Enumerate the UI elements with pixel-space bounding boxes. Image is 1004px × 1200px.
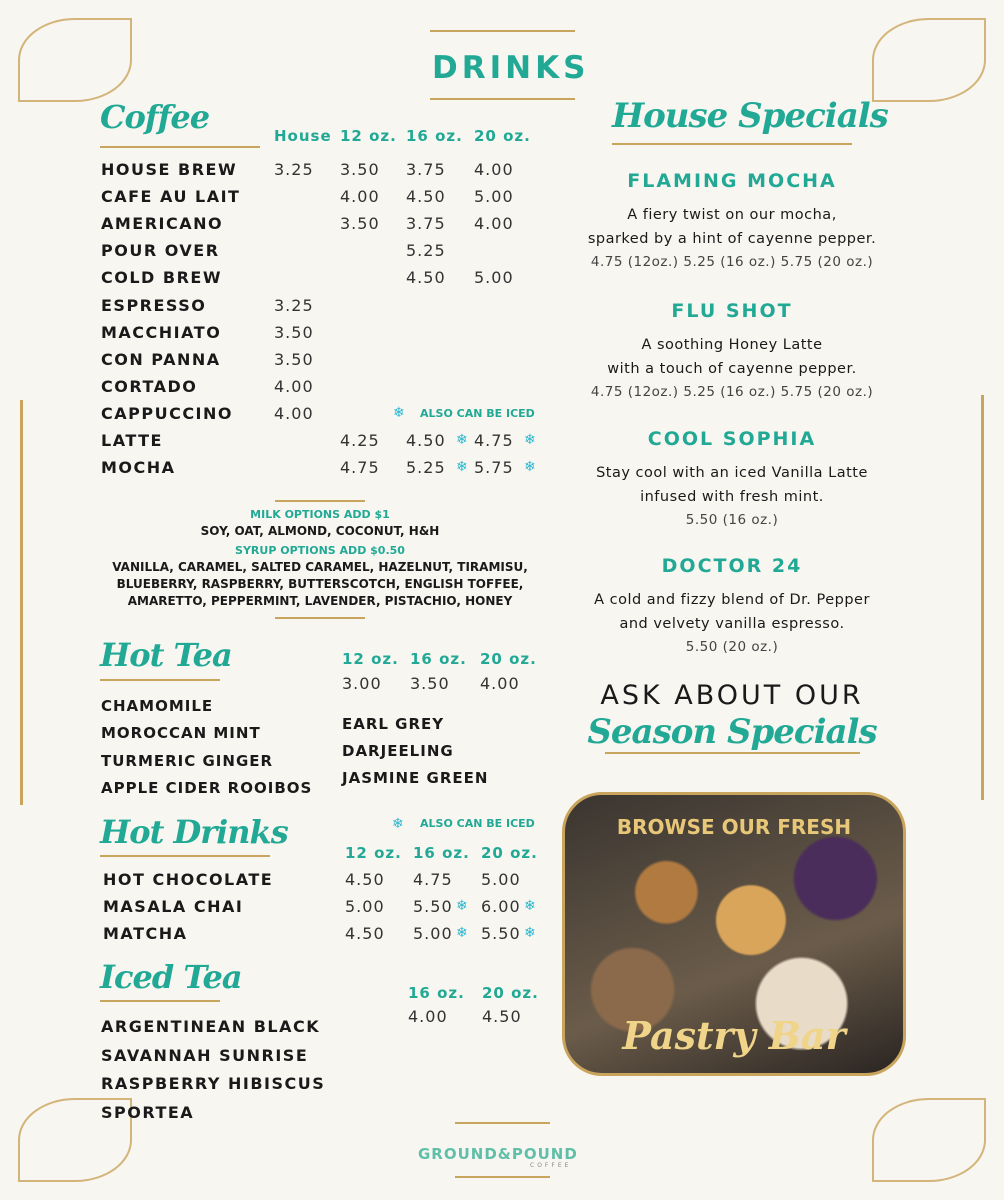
coffee-item-price: 4.50 [406,268,446,288]
title-ornament-top [430,30,575,32]
hot-tea-item: MOROCCAN MINT [101,724,261,743]
hot-drinks-column-header: 12 oz. [345,844,402,862]
coffee-column-header: 16 oz. [406,127,463,145]
hot-tea-item: CHAMOMILE [101,697,214,715]
coffee-item-price: 3.50 [274,349,314,369]
coffee-item-price: 3.75 [406,160,446,179]
special-name: COOL SOPHIA [647,428,817,450]
special-description: A soothing Honey Latte [641,337,823,353]
coffee-item-price: 4.00 [474,214,514,234]
coffee-item-price: 4.50 [406,187,446,207]
hot-drinks-item-name: MATCHA [103,924,188,943]
special-name: FLAMING MOCHA [627,170,837,192]
hot-drinks-item-price: 5.00 [481,870,521,889]
snowflake-icon: ❄ [456,459,468,476]
coffee-item-name: POUR OVER [101,241,220,261]
hot-drinks-column-header: 20 oz. [481,844,538,862]
hot-drinks-item-price: 5.00 [345,897,385,916]
side-ornament-left [20,400,23,805]
title-ornament-bottom [430,98,575,100]
snowflake-icon: ❄ [524,898,536,914]
hot-tea-price: 3.50 [410,674,450,693]
hot-drinks-heading: Hot Drinks [100,813,288,851]
milk-options: SOY, OAT, ALMOND, COCONUT, H&H [200,524,440,538]
coffee-item-price: 4.00 [340,187,380,207]
special-price: 5.50 (16 oz.) [685,512,779,528]
snowflake-icon: ❄ [456,925,468,941]
coffee-item-name: HOUSE BREW [101,160,238,179]
coffee-item-name: COLD BREW [101,268,222,288]
special-name: DOCTOR 24 [661,555,803,577]
iced-tea-heading: Iced Tea [100,958,242,996]
hot-drinks-item-price: 5.50 [481,924,521,943]
hot-tea-price: 3.00 [342,674,382,693]
snowflake-icon: ❄ [456,898,468,914]
coffee-item-price: 4.75 [474,431,514,450]
options-ornament-top [275,500,365,502]
iced-tea-column-header: 20 oz. [482,984,539,1002]
options-ornament-bottom [275,617,365,619]
pastry-bar-title: Pastry Bar [622,1013,846,1058]
hot-tea-column-header: 16 oz. [410,650,467,668]
corner-flourish-top-left [18,18,132,102]
hot-drinks-underline [100,855,270,857]
special-price: 4.75 (12oz.) 5.25 (16 oz.) 5.75 (20 oz.) [590,254,874,270]
syrup-options-line-3: AMARETTO, PEPPERMINT, LAVENDER, PISTACHIO, HONEY [127,594,513,608]
syrup-options-line-2: BLUEBERRY, RASPBERRY, BUTTERSCOTCH, ENGLISH TOFFEE, [116,577,524,591]
coffee-item-price: 3.25 [274,160,314,179]
snowflake-icon: ❄ [393,405,405,421]
syrup-options-line-1: VANILLA, CARAMEL, SALTED CARAMEL, HAZELNUT, TIRAMISU, [112,560,528,574]
season-ask: ASK ABOUT OUR [600,680,864,711]
coffee-item-price: 4.75 [340,458,380,478]
iced-tea-column-header: 16 oz. [408,984,465,1002]
snowflake-icon: ❄ [392,816,404,832]
hot-drinks-item-price: 5.00 [413,924,453,943]
iced-tea-price: 4.50 [482,1007,522,1026]
coffee-item-price: 5.00 [474,268,514,288]
season-underline [605,752,860,754]
page-title: DRINKS [432,50,590,86]
coffee-item-price: 3.50 [340,160,380,179]
special-description: sparked by a hint of cayenne pepper. [587,231,877,247]
coffee-item-price: 3.75 [406,214,446,234]
corner-flourish-top-right [872,18,986,102]
coffee-item-name: MOCHA [101,458,176,478]
coffee-item-name: CAFE AU LAIT [101,187,241,207]
logo-ornament-bottom [455,1176,550,1178]
hot-drinks-item-price: 4.75 [413,870,453,889]
iced-tea-item: SPORTEA [101,1102,195,1122]
special-description: A fiery twist on our mocha, [627,207,837,223]
coffee-item-price: 4.00 [474,160,514,179]
coffee-item-name: MACCHIATO [101,322,222,342]
hot-tea-heading: Hot Tea [100,636,232,674]
special-price: 4.75 (12oz.) 5.25 (16 oz.) 5.75 (20 oz.) [590,384,874,400]
iced-tea-item: ARGENTINEAN BLACK [101,1017,321,1036]
coffee-item-name: AMERICANO [101,214,224,234]
hot-tea-column-header: 12 oz. [342,650,399,668]
coffee-item-price: 5.25 [406,458,446,478]
iced-tea-item: SAVANNAH SUNRISE [101,1045,309,1065]
coffee-item-name: CORTADO [101,376,198,396]
season-specials-title: Season Specials [587,712,877,752]
iced-note: ALSO CAN BE ICED [420,407,535,420]
special-name: FLU SHOT [671,300,793,322]
hot-drinks-item-price: 4.50 [345,924,385,943]
hot-tea-price: 4.00 [480,674,520,693]
hot-drinks-item-price: 5.50 [413,897,453,916]
coffee-item-name: ESPRESSO [101,295,207,315]
logo-sub: COFFEE [530,1162,572,1169]
hot-drinks-item-price: 4.50 [345,870,385,889]
coffee-item-price: 3.50 [340,214,380,234]
coffee-item-price: 4.50 [406,431,446,450]
hot-tea-item: APPLE CIDER ROOIBOS [101,778,313,797]
hot-tea-item: EARL GREY [342,715,445,733]
hot-drinks-item-name: MASALA CHAI [103,897,244,916]
coffee-item-name: LATTE [101,431,163,450]
snowflake-icon: ❄ [524,432,536,448]
coffee-item-price: 3.25 [274,295,314,315]
syrup-options-label: SYRUP OPTIONS ADD $0.50 [235,544,405,557]
special-description: infused with fresh mint. [640,489,824,505]
coffee-column-header: 12 oz. [340,127,397,145]
coffee-underline [100,146,260,148]
iced-note: ALSO CAN BE ICED [420,817,535,830]
hot-tea-underline [100,679,220,681]
coffee-item-price: 4.25 [340,431,380,450]
special-description: A cold and fizzy blend of Dr. Pepper [594,592,870,608]
snowflake-icon: ❄ [524,459,536,476]
coffee-item-price: 5.00 [474,187,514,207]
pastry-browse-text: BROWSE OUR FRESH [616,815,852,839]
hot-tea-item: JASMINE GREEN [342,769,489,787]
iced-tea-price: 4.00 [408,1007,448,1026]
special-description: with a touch of cayenne pepper. [607,361,857,377]
hot-drinks-item-price: 6.00 [481,897,521,916]
special-description: and velvety vanilla espresso. [619,616,845,632]
coffee-item-name: CAPPUCCINO [101,403,233,423]
coffee-item-price: 4.00 [274,376,314,396]
house-specials-underline [612,143,852,145]
house-specials-heading: House Specials [612,96,888,136]
special-description: Stay cool with an iced Vanilla Latte [596,465,868,481]
hot-drinks-item-name: HOT CHOCOLATE [103,870,274,889]
coffee-column-header: 20 oz. [474,127,531,145]
logo-ornament-top [455,1122,550,1124]
special-price: 5.50 (20 oz.) [685,639,779,655]
pastry-bar-image [562,792,906,1076]
milk-options-label: MILK OPTIONS ADD $1 [250,508,390,521]
iced-tea-underline [100,1000,220,1002]
hot-drinks-column-header: 16 oz. [413,844,470,862]
hot-tea-item: TURMERIC GINGER [101,751,274,770]
logo-name: GROUND&POUND [418,1145,578,1163]
corner-flourish-bottom-right [872,1098,986,1182]
coffee-item-price: 3.50 [274,322,314,342]
snowflake-icon: ❄ [524,925,536,941]
coffee-heading: Coffee [100,98,210,136]
hot-tea-item: DARJEELING [342,742,454,760]
iced-tea-item: RASPBERRY HIBISCUS [101,1074,326,1093]
hot-tea-column-header: 20 oz. [480,650,537,668]
coffee-item-price: 4.00 [274,403,314,423]
side-ornament-right [981,395,984,800]
coffee-column-header: House [274,127,332,145]
snowflake-icon: ❄ [456,432,468,448]
coffee-item-price: 5.75 [474,458,514,478]
coffee-item-name: CON PANNA [101,349,221,369]
coffee-item-price: 5.25 [406,241,446,261]
